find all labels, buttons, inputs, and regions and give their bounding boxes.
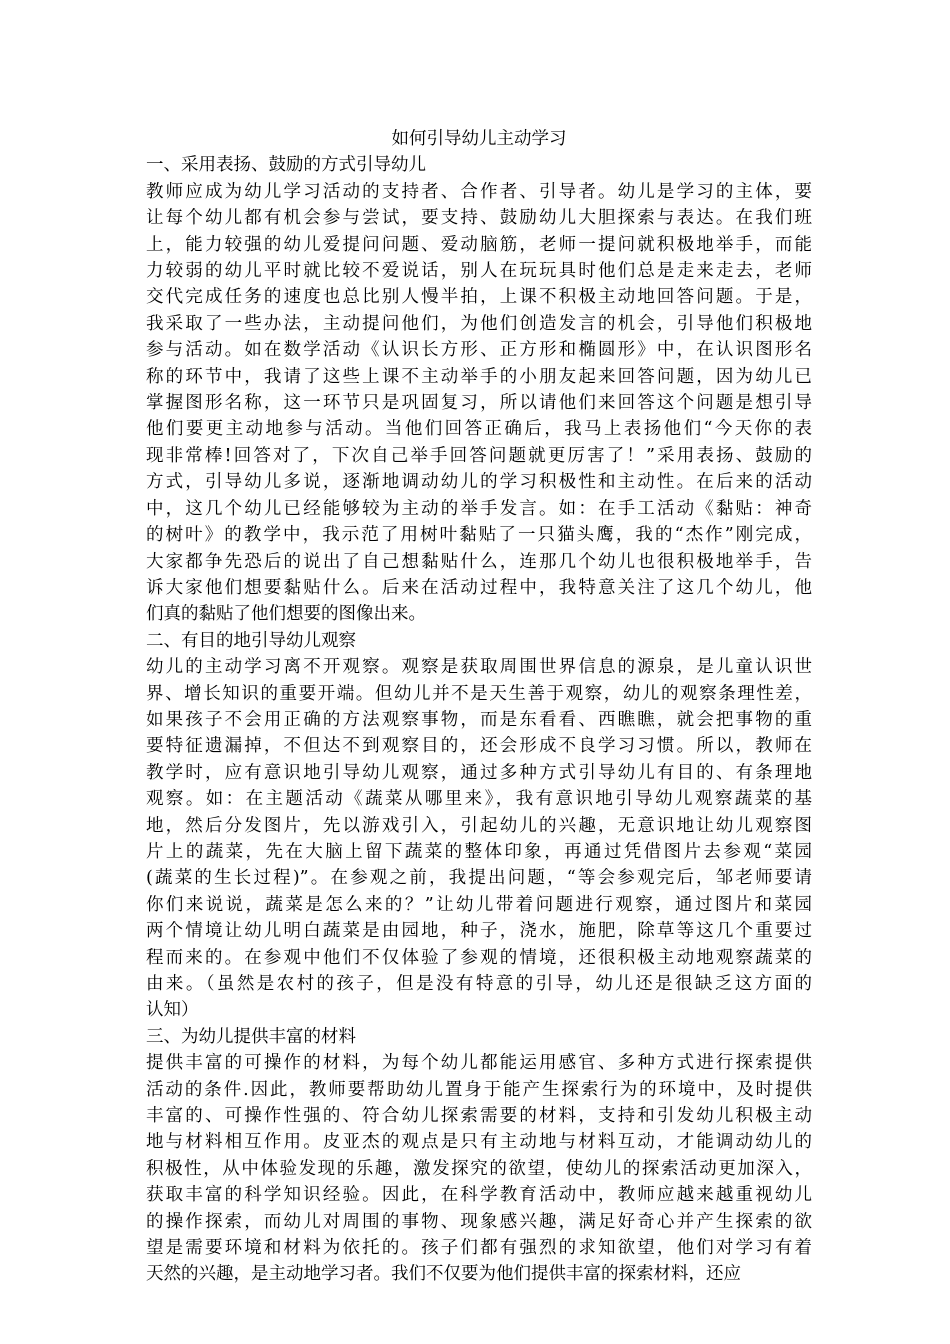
section-paragraph xyxy=(146,179,812,628)
document-page xyxy=(146,126,812,1288)
paragraph-line: 活动的条件.因此，教师要帮助幼儿置身于能产生探索行为的环境中，及时提供 xyxy=(146,1079,812,1100)
section-2 xyxy=(146,628,812,1024)
paragraph-line: 幼儿的主动学习离不开观察。观察是获取周围世界信息的源泉，是儿童认识世 xyxy=(146,657,812,678)
paragraph-line: 地与材料相互作用。皮亚杰的观点是只有主动地与材料互动，才能调动幼儿的 xyxy=(146,1132,812,1153)
paragraph-line: 观察。如：在主题活动《蔬菜从哪里来》，我有意识地引导幼儿观察蔬菜的基 xyxy=(146,789,812,810)
section-heading: 二、有目的地引导幼儿观察 xyxy=(146,630,356,651)
paragraph-line: 现非常棒!回答对了，下次自己举手回答问题就更厉害了！”采用表扬、鼓励的 xyxy=(146,445,812,466)
document-title: 如何引导幼儿主动学习 xyxy=(391,129,567,149)
paragraph-line: 方式，引导幼儿多说，逐渐地调动幼儿的学习积极性和主动性。在后来的活动 xyxy=(146,472,812,493)
paragraph-line: 如果孩子不会用正确的方法观察事物，而是东看看、西瞧瞧，就会把事物的重 xyxy=(146,709,812,730)
paragraph-line: 他们要更主动地参与活动。当他们回答正确后，我马上表扬他们“今天你的表 xyxy=(146,419,812,440)
paragraph-line: 上，能力较强的幼儿爱提问问题、爱动脑筋，老师一提问就积极地举手，而能 xyxy=(146,234,812,255)
paragraph-line: 提供丰富的可操作的材料，为每个幼儿都能运用感官、多种方式进行探索提供 xyxy=(146,1053,812,1074)
paragraph-line: 诉大家他们想要黏贴什么。后来在活动过程中，我特意关注了这几个幼儿，他 xyxy=(146,577,812,598)
section-paragraph xyxy=(146,1050,812,1288)
section-1 xyxy=(146,152,812,627)
paragraph-line: 们真的黏贴了他们想要的图像出来。 xyxy=(146,604,426,625)
paragraph-line: 教学时，应有意识地引导幼儿观察，通过多种方式引导幼儿有目的、有条理地 xyxy=(146,762,812,783)
paragraph-line: 获取丰富的科学知识经验。因此，在科学教育活动中，教师应越来越重视幼儿 xyxy=(146,1185,812,1206)
paragraph-line: 称的环节中，我请了这些上课不主动举手的小朋友起来回答问题，因为幼儿已 xyxy=(146,366,812,387)
paragraph-line: 教师应成为幼儿学习活动的支持者、合作者、引导者。幼儿是学习的主体，要 xyxy=(146,181,812,202)
section-heading: 三、为幼儿提供丰富的材料 xyxy=(146,1026,356,1047)
paragraph-line: 要特征遗漏掉，不但达不到观察目的，还会形成不良学习习惯。所以，教师在 xyxy=(146,736,812,757)
paragraph-line: (蔬菜的生长过程)”。在参观之前，我提出问题，“等会参观完后，邹老师要请 xyxy=(146,868,812,889)
paragraph-line: 程而来的。在参观中他们不仅体验了参观的情境，还很积极主动地观察蔬菜的 xyxy=(146,947,812,968)
paragraph-line: 地，然后分发图片，先以游戏引入，引起幼儿的兴趣，无意识地让幼儿观察图 xyxy=(146,815,812,836)
section-heading: 一、采用表扬、鼓励的方式引导幼儿 xyxy=(146,155,426,176)
section-paragraph xyxy=(146,654,812,1024)
paragraph-line: 积极性，从中体验发现的乐趣，激发探究的欲望，使幼儿的探索活动更加深入， xyxy=(146,1158,812,1179)
paragraph-line: 中，这几个幼儿已经能够较为主动的举手发言。如：在手工活动《黏贴：神奇 xyxy=(146,498,812,519)
paragraph-line: 认知） xyxy=(146,1000,199,1021)
paragraph-line: 大家都争先恐后的说出了自己想黏贴什么，连那几个幼儿也很积极地举手，告 xyxy=(146,551,812,572)
section-3 xyxy=(146,1024,812,1288)
paragraph-line: 界、增长知识的重要开端。但幼儿并不是天生善于观察，幼儿的观察条理性差， xyxy=(146,683,812,704)
paragraph-line: 由来。（虽然是农村的孩子，但是没有特意的引导，幼儿还是很缺乏这方面的 xyxy=(146,974,812,994)
paragraph-line: 丰富的、可操作性强的、符合幼儿探索需要的材料，支持和引发幼儿积极主动 xyxy=(146,1106,812,1127)
paragraph-line: 我采取了一些办法，主动提问他们，为他们创造发言的机会，引导他们积极地 xyxy=(146,313,812,334)
document-body xyxy=(146,152,812,1287)
paragraph-line: 参与活动。如在数学活动《认识长方形、正方形和椭圆形》中，在认识图形名 xyxy=(146,340,812,361)
paragraph-line: 交代完成任务的速度也总比别人慢半拍，上课不积极主动地回答问题。于是， xyxy=(146,287,812,308)
paragraph-line: 的操作探索，而幼儿对周围的事物、现象感兴趣，满足好奇心并产生探索的欲 xyxy=(146,1211,812,1232)
paragraph-line: 望是需要环境和材料为依托的。孩子们都有强烈的求知欲望，他们对学习有着 xyxy=(146,1238,812,1259)
paragraph-line: 天然的兴趣，是主动地学习者。我们不仅要为他们提供丰富的探索材料，还应 xyxy=(146,1264,741,1285)
paragraph-line: 掌握图形名称，这一环节只是巩固复习，所以请他们来回答这个问题是想引导 xyxy=(146,393,812,414)
paragraph-line: 片上的蔬菜，先在大脑上留下蔬菜的整体印象，再通过凭借图片去参观“菜园 xyxy=(146,841,812,862)
paragraph-line: 力较弱的幼儿平时就比较不爱说话，别人在玩玩具时他们总是走来走去，老师 xyxy=(146,261,812,282)
paragraph-line: 你们来说说，蔬菜是怎么来的？”让幼儿带着问题进行观察，通过图片和菜园 xyxy=(146,894,812,915)
paragraph-line: 的树叶》的教学中，我示范了用树叶黏贴了一只猫头鹰，我的“杰作”刚完成， xyxy=(146,525,812,546)
paragraph-line: 两个情境让幼儿明白蔬菜是由园地，种子，浇水，施肥，除草等这几个重要过 xyxy=(146,921,812,942)
paragraph-line: 让每个幼儿都有机会参与尝试，要支持、鼓励幼儿大胆探索与表达。在我们班 xyxy=(146,208,812,229)
